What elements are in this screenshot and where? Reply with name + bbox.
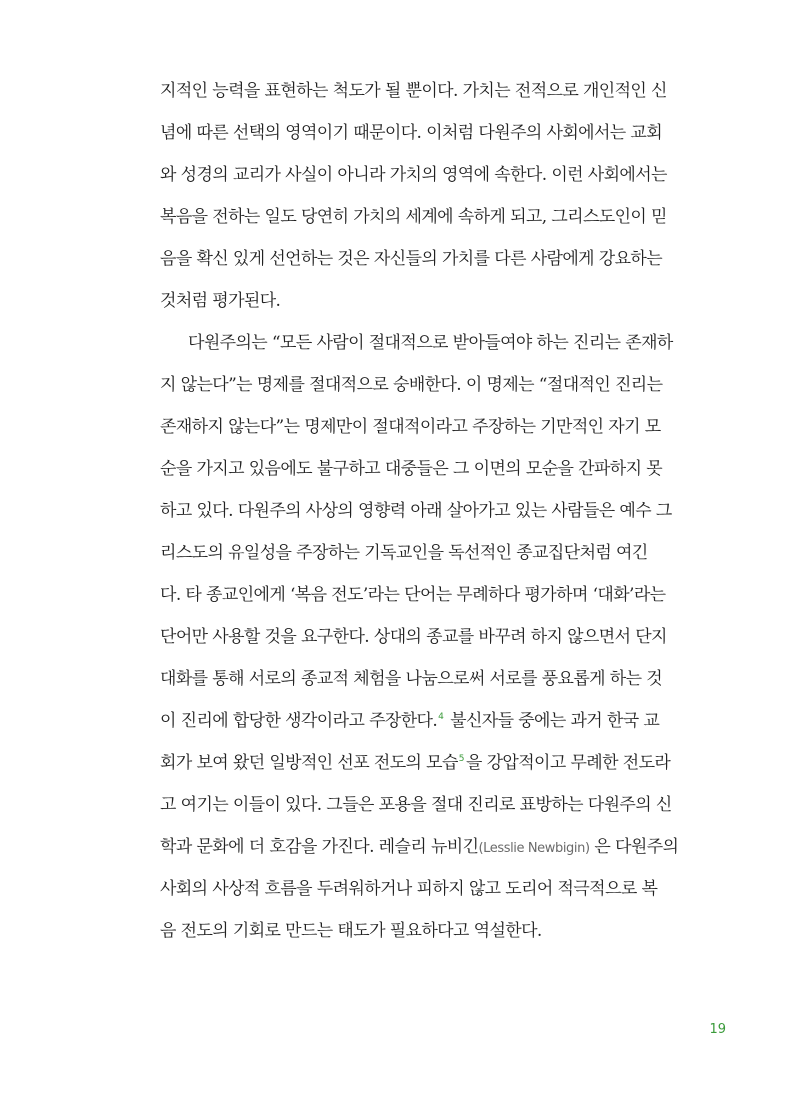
text-line-1: 지적인 능력을 표현하는 척도가 될 뿐이다. 가치는 전적으로 개인적인 신: [160, 81, 667, 101]
text-line-13: 다. 타 종교인에게 ‘복음 전도’라는 단어는 무례하다 평가하며 ‘대화’라는: [160, 585, 666, 605]
text-line-15: 대화를 통해 서로의 종교적 체험을 나눔으로써 서로를 풍요롭게 하는 것: [160, 669, 663, 689]
text-line-16: [160, 700, 720, 742]
text-line-16-tail: 불신자들 중에는 과거 한국 교: [450, 711, 660, 731]
footnote-ref-4[interactable]: 4: [438, 712, 444, 722]
text-line-19-tail: 은 다원주의: [589, 837, 679, 857]
text-line-14: 단어만 사용할 것을 요구한다. 상대의 종교를 바꾸려 하지 않으면서 단지: [160, 627, 667, 647]
text-line-20: 사회의 사상적 흐름을 두려워하거나 피하지 않고 도리어 적극적으로 복: [160, 879, 658, 899]
page-number: 19: [709, 1022, 726, 1037]
text-line-18: 고 여기는 이들이 있다. 그들은 포용을 절대 진리로 표방하는 다원주의 신: [160, 795, 672, 815]
text-line-19: [160, 826, 720, 868]
text-line-17: [160, 742, 720, 784]
text-line-19-head: 학과 문화에 더 호감을 가진다. 레슬리 뉴비긴: [160, 837, 479, 857]
text-line-17-tail: 을 강압적이고 무례한 전도라: [465, 753, 671, 773]
text-line-6: 것처럼 평가된다.: [160, 291, 281, 311]
text-line-3: 와 성경의 교리가 사실이 아니라 가치의 영역에 속한다. 이런 사회에서는: [160, 165, 667, 185]
latin-name-note: (Lesslie Newbigin): [478, 841, 590, 856]
text-line-10: 순을 가지고 있음에도 불구하고 대중들은 그 이면의 모순을 간파하지 못: [160, 459, 663, 479]
footnote-ref-5[interactable]: 5: [458, 754, 464, 764]
text-line-21: 음 전도의 기회로 만드는 태도가 필요하다고 역설한다.: [160, 921, 542, 941]
text-line-9: 존재하지 않는다”는 명제만이 절대적이라고 주장하는 기만적인 자기 모: [160, 417, 661, 437]
body-text: [160, 70, 720, 952]
text-line-11: 하고 있다. 다원주의 사상의 영향력 아래 살아가고 있는 사람들은 예수 그: [160, 501, 672, 521]
text-line-4: 복음을 전하는 일도 당연히 가치의 세계에 속하게 되고, 그리스도인이 믿: [160, 207, 667, 227]
text-line-17-head: 회가 보여 왔던 일방적인 선포 전도의 모습: [160, 753, 458, 773]
text-line-16-head: 이 진리에 합당한 생각이라고 주장한다.: [160, 711, 438, 731]
text-line-8: 지 않는다”는 명제를 절대적으로 숭배한다. 이 명제는 “절대적인 진리는: [160, 375, 663, 395]
text-line-12: 리스도의 유일성을 주장하는 기독교인을 독선적인 종교집단처럼 여긴: [160, 543, 648, 563]
text-line-5: 음을 확신 있게 선언하는 것은 자신들의 가치를 다른 사람에게 강요하는: [160, 249, 663, 269]
text-line-7: 다원주의는 “모든 사람이 절대적으로 받아들여야 하는 진리는 존재하: [188, 333, 673, 353]
text-line-2: 념에 따른 선택의 영역이기 때문이다. 이처럼 다원주의 사회에서는 교회: [160, 123, 663, 143]
